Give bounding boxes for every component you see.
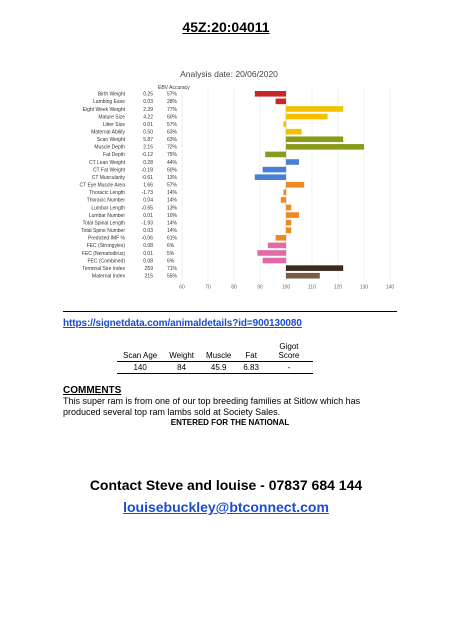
ebv-value: 0.01 [143, 212, 153, 219]
ebv-value: 5.87 [143, 137, 153, 144]
category-label: Lumbar Length [91, 205, 125, 212]
accuracy-value: 14% [167, 190, 178, 197]
header-fat: Fat [237, 341, 265, 362]
email-link[interactable]: louisebuckley@btconnect.com [123, 499, 329, 515]
x-tick-label: 80 [231, 284, 237, 291]
bar [286, 144, 364, 150]
accuracy-value: 71% [167, 265, 178, 272]
ebv-chart-svg [0, 60, 452, 310]
cell-fat: 6.83 [237, 362, 265, 374]
x-tick-label: 130 [359, 284, 369, 291]
ebv-value: 0.01 [143, 121, 153, 128]
header-weight: Weight [163, 341, 200, 362]
ebv-value: 1.66 [143, 182, 153, 189]
entered-note: ENTERED FOR THE NATIONAL [170, 418, 290, 427]
category-label: CT Lean Weight [89, 159, 125, 166]
bar [257, 250, 286, 256]
ebv-value: 0.03 [143, 99, 153, 106]
category-label: Fat Depth [103, 152, 125, 159]
accuracy-value: 61% [167, 235, 178, 242]
accuracy-value: 6% [167, 243, 175, 250]
category-label: Thoracic Length [89, 190, 125, 197]
ebv-value: 0.08 [143, 258, 153, 265]
accuracy-value: 63% [167, 129, 178, 136]
bar [286, 114, 328, 120]
x-tick-label: 60 [179, 284, 185, 291]
comments-text: This super ram is from one of our top breeding families at Sitlow which has produced several top ram lambs sold at Society Sales. [63, 396, 361, 417]
accuracy-value: 5% [167, 250, 175, 257]
category-label: Lumbar Number [88, 212, 125, 219]
bar [265, 152, 286, 158]
bar [255, 91, 286, 97]
accuracy-value: 72% [167, 144, 178, 151]
cell-weight: 84 [163, 362, 200, 374]
category-label: FEC (Combined) [87, 258, 125, 265]
accuracy-header: EBV Accuracy [158, 85, 190, 91]
category-label: FEC (Strongyles) [86, 243, 125, 250]
ebv-value: 2.39 [143, 106, 153, 113]
ebv-value: -0.12 [141, 152, 153, 159]
ebv-value: 0.50 [143, 129, 153, 136]
accuracy-value: 60% [167, 114, 178, 121]
x-tick-label: 70 [205, 284, 211, 291]
ebv-value: 259 [144, 265, 153, 272]
ebv-value: 0.28 [143, 159, 153, 166]
bar [276, 99, 286, 105]
chart-title: Analysis date: 20/06/2020 [180, 69, 278, 79]
ebv-value: -1.73 [141, 190, 153, 197]
bar [263, 167, 286, 173]
header-muscle: Muscle [200, 341, 237, 362]
x-tick-label: 120 [333, 284, 343, 291]
scan-table [117, 341, 313, 374]
ebv-value: 0.04 [143, 197, 153, 204]
bar [286, 273, 320, 279]
accuracy-value: 55% [167, 273, 178, 280]
ebv-value: 4.22 [143, 114, 153, 121]
bar [286, 227, 291, 233]
category-label: Maternal Ability [91, 129, 125, 136]
bar [286, 212, 299, 218]
bar [276, 235, 286, 241]
bar [268, 243, 286, 249]
bar [286, 106, 343, 112]
ebv-chart [0, 60, 452, 310]
accuracy-value: 44% [167, 159, 178, 166]
signet-link[interactable]: https://signetdata.com/animaldetails?id=900130080 [63, 318, 302, 329]
category-label: Lambing Ease [93, 99, 125, 106]
header-gigot-score: Gigot Score [265, 341, 313, 362]
accuracy-value: 57% [167, 121, 178, 128]
cell-scan-age: 140 [117, 362, 163, 374]
category-label: Predicted IMF % [88, 235, 125, 242]
ebv-value: -0.65 [141, 205, 153, 212]
accuracy-value: 57% [167, 182, 178, 189]
accuracy-value: 13% [167, 205, 178, 212]
category-label: Eight Week Weight [82, 106, 125, 113]
bar [286, 220, 291, 226]
bar [255, 174, 286, 180]
category-label: Maternal Index [91, 273, 125, 280]
accuracy-value: 60% [167, 167, 178, 174]
bar [286, 182, 304, 188]
category-label: Litter Size [102, 121, 125, 128]
sheet-title: 45Z:20:04011 [182, 19, 270, 35]
comments-heading: COMMENTS [63, 385, 122, 396]
table-row [117, 362, 313, 374]
x-tick-label: 100 [281, 284, 291, 291]
accuracy-value: 14% [167, 220, 178, 227]
cell-gigot-score: - [265, 362, 313, 374]
category-label: Muscle Depth [94, 144, 125, 151]
x-tick-label: 90 [257, 284, 263, 291]
contact-email[interactable] [0, 499, 452, 515]
bar [283, 190, 286, 196]
ebv-value: -0.18 [141, 167, 153, 174]
accuracy-value: 57% [167, 91, 178, 98]
category-label: Mature Size [98, 114, 125, 121]
accuracy-value: 75% [167, 152, 178, 159]
accuracy-value: 28% [167, 99, 178, 106]
category-label: CT Muscularity [91, 174, 125, 181]
category-label: Scan Weight [96, 137, 125, 144]
accuracy-value: 77% [167, 106, 178, 113]
ebv-value: 0.01 [143, 250, 153, 257]
bar [286, 129, 302, 135]
ebv-value: 0.03 [143, 228, 153, 235]
bar [283, 121, 286, 127]
category-label: Thoracic Number [86, 197, 125, 204]
bar [286, 205, 291, 211]
bar [286, 136, 343, 142]
divider [63, 311, 397, 312]
cell-muscle: 45.9 [200, 362, 237, 374]
ebv-value: 2.15 [143, 144, 153, 151]
header-scan-age: Scan Age [117, 341, 163, 362]
bar [263, 258, 286, 264]
category-label: Terminal Sire Index [82, 265, 125, 272]
accuracy-value: 6% [167, 258, 175, 265]
accuracy-value: 14% [167, 197, 178, 204]
category-label: FEC (Nematodirus) [81, 250, 125, 257]
accuracy-value: 14% [167, 228, 178, 235]
table-header-row [117, 341, 313, 362]
x-tick-label: 140 [385, 284, 395, 291]
accuracy-value: 10% [167, 212, 178, 219]
ebv-value: -0.61 [141, 174, 153, 181]
bar [286, 159, 299, 165]
category-label: Total Spinal Length [82, 220, 125, 227]
category-label: CT Eye Muscle Area [79, 182, 125, 189]
bar [286, 265, 343, 271]
ebv-value: 0.25 [143, 91, 153, 98]
ebv-value: 215 [144, 273, 153, 280]
ebv-value: -0.06 [141, 235, 153, 242]
category-label: Birth Weight [97, 91, 125, 98]
contact-line: Contact Steve and louise - 07837 684 144 [89, 477, 363, 493]
x-tick-label: 110 [308, 284, 316, 291]
ebv-value: 0.08 [143, 243, 153, 250]
accuracy-value: 13% [167, 174, 178, 181]
category-label: Total Spine Number [81, 228, 125, 235]
category-label: CT Fat Weight [92, 167, 125, 174]
bar [281, 197, 286, 203]
accuracy-value: 63% [167, 137, 178, 144]
ebv-value: -1.93 [141, 220, 153, 227]
